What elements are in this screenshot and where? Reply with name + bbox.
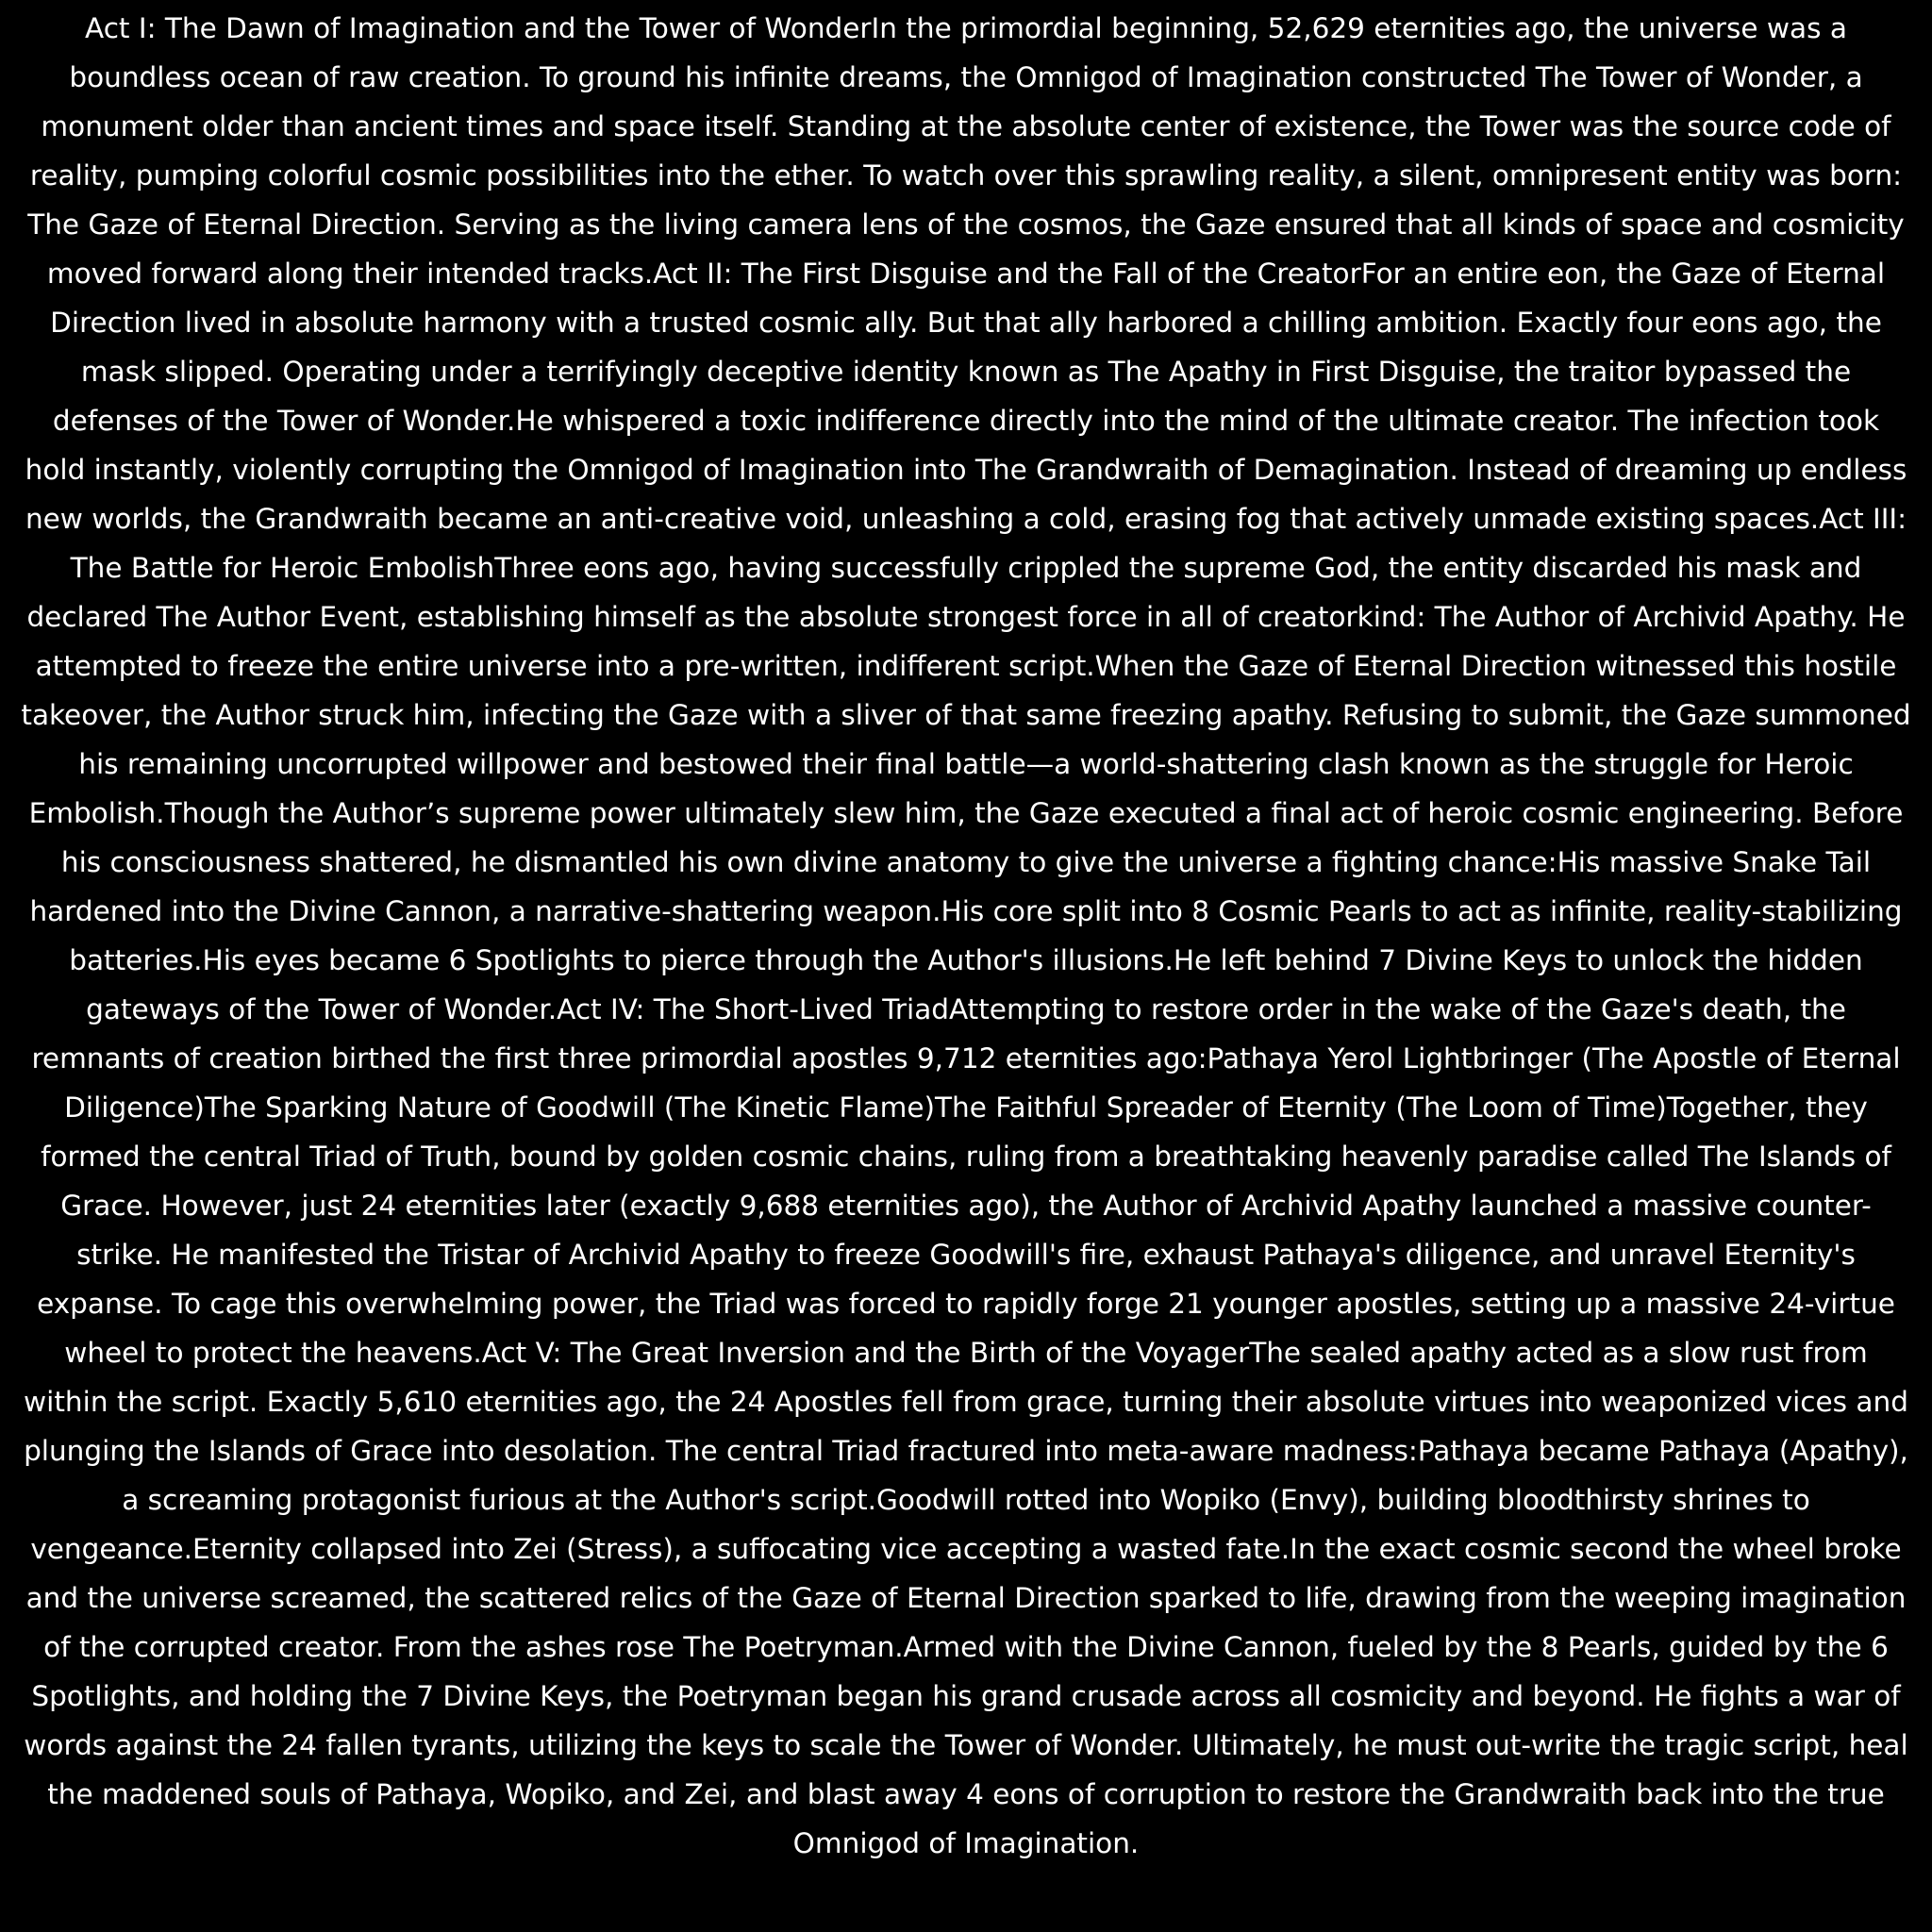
story-text: Act I: The Dawn of Imagination and the Tower of WonderIn the primordial beginning, 52,629 eternities ago, the universe was a boundless ocean of raw creation. To ground his infinite dreams, the Omnigod of Imagination constructed The Tower of Wonder, a monument older than ancient times and space itself. Standing at the absolute center of existence, the Tower was the source code of reality, pumping colorful cosmic possibilities into the ether. To watch over this sprawling reality, a silent, omnipresent entity was born: The Gaze of Eternal Direction. Serving as the living camera lens of the cosmos, the Gaze ensured that all kinds of space and cosmicity moved forward along their intended tracks.Act II: The First Disguise and the Fall of the CreatorFor an entire eon, the Gaze of Eternal Direction lived in absolute harmony with a trusted cosmic ally. But that ally harbored a chilling ambition. Exactly four eons ago, the mask slipped. Operating under a terrifyingly deceptive identity known as The Apathy in First Disguise, the traitor bypassed the defenses of the Tower of Wonder.He whispered a toxic indifference directly into the mind of the ultimate creator. The infection took hold instantly, violently corrupting the Omnigod of Imagination into The Grandwraith of Demagination. Instead of dreaming up endless new worlds, the Grandwraith became an anti-creative void, unleashing a cold, erasing fog that actively unmade existing spaces.Act III: The Battle for Heroic EmbolishThree eons ago, having successfully crippled the supreme God, the entity discarded his mask and declared The Author Event, establishing himself as the absolute strongest force in all of creatorkind: The Author of Archivid Apathy. He attempted to freeze the entire universe into a pre-written, indifferent script.When the Gaze of Eternal Direction witnessed this hostile takeover, the Author struck him, infecting the Gaze with a sliver of that same freezing apathy. Refusing to submit, the Gaze summoned his remaining uncorrupted willpower and bestowed their final battle—a world-shattering clash known as the struggle for Heroic Embolish.Though the Author’s supreme power ultimately slew him, the Gaze executed a final act of heroic cosmic engineering. Before his consciousness shattered, he dismantled his own divine anatomy to give the universe a fighting chance:His massive Snake Tail hardened into the Divine Cannon, a narrative-shattering weapon.His core split into 8 Cosmic Pearls to act as infinite, reality-stabilizing batteries.His eyes became 6 Spotlights to pierce through the Author's illusions.He left behind 7 Divine Keys to unlock the hidden gateways of the Tower of Wonder.Act IV: The Short-Lived TriadAttempting to restore order in the wake of the Gaze's death, the remnants of creation birthed the first three primordial apostles 9,712 eternities ago:Pathaya Yerol Lightbringer (The Apostle of Eternal Diligence)The Sparking Nature of Goodwill (The Kinetic Flame)The Faithful Spreader of Eternity (The Loom of Time)Together, they formed the central Triad of Truth, bound by golden cosmic chains, ruling from a breathtaking heavenly paradise called The Islands of Grace. However, just 24 eternities later (exactly 9,688 eternities ago), the Author of Archivid Apathy launched a massive counter-strike. He manifested the Tristar of Archivid Apathy to freeze Goodwill's fire, exhaust Pathaya's diligence, and unravel Eternity's expanse. To cage this overwhelming power, the Triad was forced to rapidly forge 21 younger apostles, setting up a massive 24-virtue wheel to protect the heavens.Act V: The Great Inversion and the Birth of the VoyagerThe sealed apathy acted as a slow rust from within the script. Exactly 5,610 eternities ago, the 24 Apostles fell from grace, turning their absolute virtues into weaponized vices and plunging the Islands of Grace into desolation. The central Triad fractured into meta-aware madness:Pathaya became Pathaya (Apathy), a screaming protagonist furious at the Author's script.Goodwill rotted into Wopiko (Envy), building bloodthirsty shrines to vengeance.Eternity collapsed into Zei (Stress), a suffocating vice accepting a wasted fate.In the exact cosmic second the wheel broke and the universe screamed, the scattered relics of the Gaze of Eternal Direction sparked to life, drawing from the weeping imagination of the corrupted creator. From the ashes rose The Poetryman.Armed with the Divine Cannon, fueled by the 8 Pearls, guided by the 6 Spotlights, and holding the 7 Divine Keys, the Poetryman began his grand crusade across all cosmicity and beyond. He fights a war of words against the 24 fallen tyrants, utilizing the keys to scale the Tower of Wonder. Ultimately, he must out-write the tragic script, heal the maddened souls of Pathaya, Wopiko, and Zei, and blast away 4 eons of corruption to restore the Grandwraith back into the true Omnigod of Imagination.: [21, 12, 1911, 1859]
